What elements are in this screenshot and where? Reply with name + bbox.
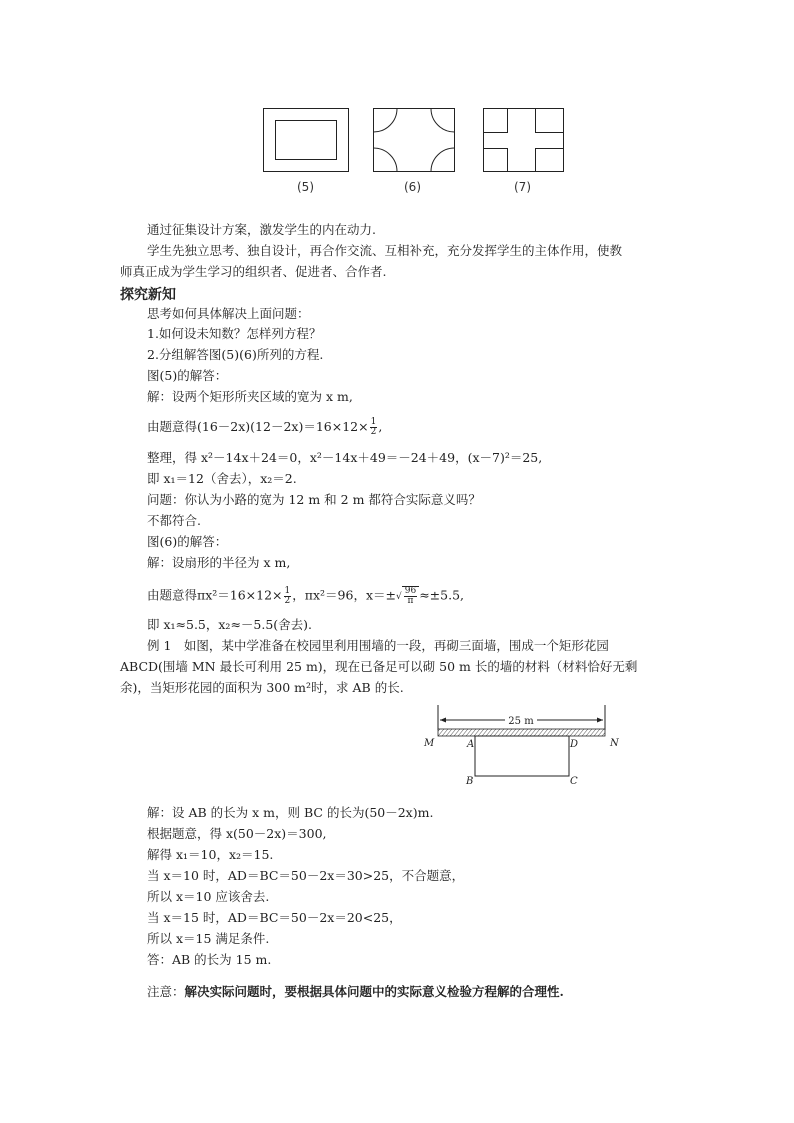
example-1-line-a: 例 1 如图，某中学准备在校园里利用围墙的一段，再砌三面墙，围成一个矩形花园: [147, 638, 609, 653]
question-1: 1.如何设未知数？怎样列方程？: [147, 326, 322, 341]
fig5-equation-lhs: 由题意得(16－2x)(12－2x)＝16×12×: [147, 419, 369, 434]
figure-5-caption: (5): [297, 180, 314, 194]
fraction-denominator: 2: [284, 595, 291, 606]
question-intro: 思考如何具体解决上面问题：: [147, 306, 310, 321]
solution-step-5: 所以 x＝10 应该舍去.: [147, 889, 270, 904]
label-n: N: [610, 738, 619, 749]
sqrt-numerator: 96: [404, 586, 417, 596]
fig6-equation-lhs: 由题意得πx²＝16×12×: [147, 587, 283, 603]
figure-7: [483, 108, 564, 172]
figure-6: [373, 108, 455, 172]
fig5-question: 问题：你认为小路的宽为 12 m 和 2 m 都符合实际意义吗？: [147, 492, 481, 507]
fig5-solution-let: 解：设两个矩形所夹区域的宽为 x m,: [147, 389, 353, 404]
question-2: 2.分组解答图(5)(6)所列的方程.: [147, 347, 324, 362]
fig6-solution-let: 解：设扇形的半径为 x m,: [147, 555, 291, 570]
label-a: A: [467, 739, 475, 750]
label-m: M: [424, 738, 435, 749]
fig6-solution-title: 图(6)的解答：: [147, 534, 228, 549]
solution-step-7: 所以 x＝15 满足条件.: [147, 931, 270, 946]
intro-paragraph-1: 通过征集设计方案，激发学生的内在动力.: [147, 222, 376, 237]
fig6-equation-end: ≈±5.5,: [419, 587, 465, 603]
fraction-numerator: 1: [370, 417, 377, 427]
solution-step-3: 解得 x₁＝10，x₂＝15.: [147, 847, 274, 862]
example-1-line-b: ABCD(围墙 MN 最长可利用 25 m)，现在已备足可以砌 50 m 长的墙的材料（材料恰好无剩: [120, 659, 638, 674]
solution-step-6: 当 x＝15 时，AD＝BC＝50－2x＝20<25，: [147, 910, 402, 925]
solution-step-2: 根据题意，得 x(50－2x)＝300,: [147, 826, 327, 841]
example-1-line-c: 余)，当矩形花园的面积为 300 m²时，求 AB 的长.: [120, 680, 404, 695]
fig6-equation-mid: ，πx²＝96，x＝±: [292, 587, 396, 603]
fig5-equation-end: ,: [378, 419, 383, 434]
section-heading: 探究新知: [120, 287, 176, 303]
label-d: D: [570, 739, 579, 750]
label-c: C: [570, 776, 578, 787]
fig6-equation: [147, 586, 464, 606]
fig5-roots: 即 x₁＝12（舍去），x₂＝2.: [147, 471, 297, 486]
wall-mn: [438, 729, 605, 736]
solution-step-4: 当 x＝10 时，AD＝BC＝50－2x＝30>25，不合题意，: [147, 868, 465, 883]
label-b: B: [466, 776, 474, 787]
note: [147, 984, 564, 1000]
dimension-label: 25 m: [508, 716, 534, 727]
fraction-numerator: 1: [284, 585, 291, 596]
fig5-fraction: [370, 418, 378, 437]
solution-step-1: 解：设 AB 的长为 x m，则 BC 的长为(50－2x)m.: [147, 805, 434, 820]
figure-6-caption: (6): [404, 180, 421, 194]
intro-paragraph-2b: 师真正成为学生学习的组织者、促进者、合作者.: [120, 264, 387, 279]
fig5-answer: 不都符合.: [147, 513, 201, 528]
fig5-equation: [147, 418, 382, 437]
garden-diagram: [420, 700, 630, 792]
note-label: 注意：: [147, 984, 185, 999]
figure-7-caption: (7): [514, 180, 531, 194]
figure-5: [263, 108, 349, 172]
fig5-solution-title: 图(5)的解答：: [147, 368, 228, 383]
fig6-fraction: [284, 587, 292, 606]
fig5-arrange: 整理，得 x²－14x＋24＝0，x²－14x＋49＝－24＋49，(x－7)²＝25,: [147, 450, 543, 465]
intro-paragraph-2a: 学生先独立思考、独自设计，再合作交流、互相补充，充分发挥学生的主体作用，使教: [147, 243, 623, 258]
note-text: 解决实际问题时，要根据具体问题中的实际意义检验方程解的合理性.: [184, 984, 564, 999]
solution-answer: 答：AB 的长为 15 m.: [147, 952, 272, 967]
garden-rect: [475, 736, 569, 776]
fraction-denominator: 2: [370, 427, 377, 437]
sqrt-symbol: √ $\frac{96}{\pi}$: [396, 586, 419, 606]
sqrt-denominator: π: [407, 596, 414, 606]
fig6-roots: 即 x₁≈5.5，x₂≈－5.5(舍去).: [147, 617, 313, 632]
